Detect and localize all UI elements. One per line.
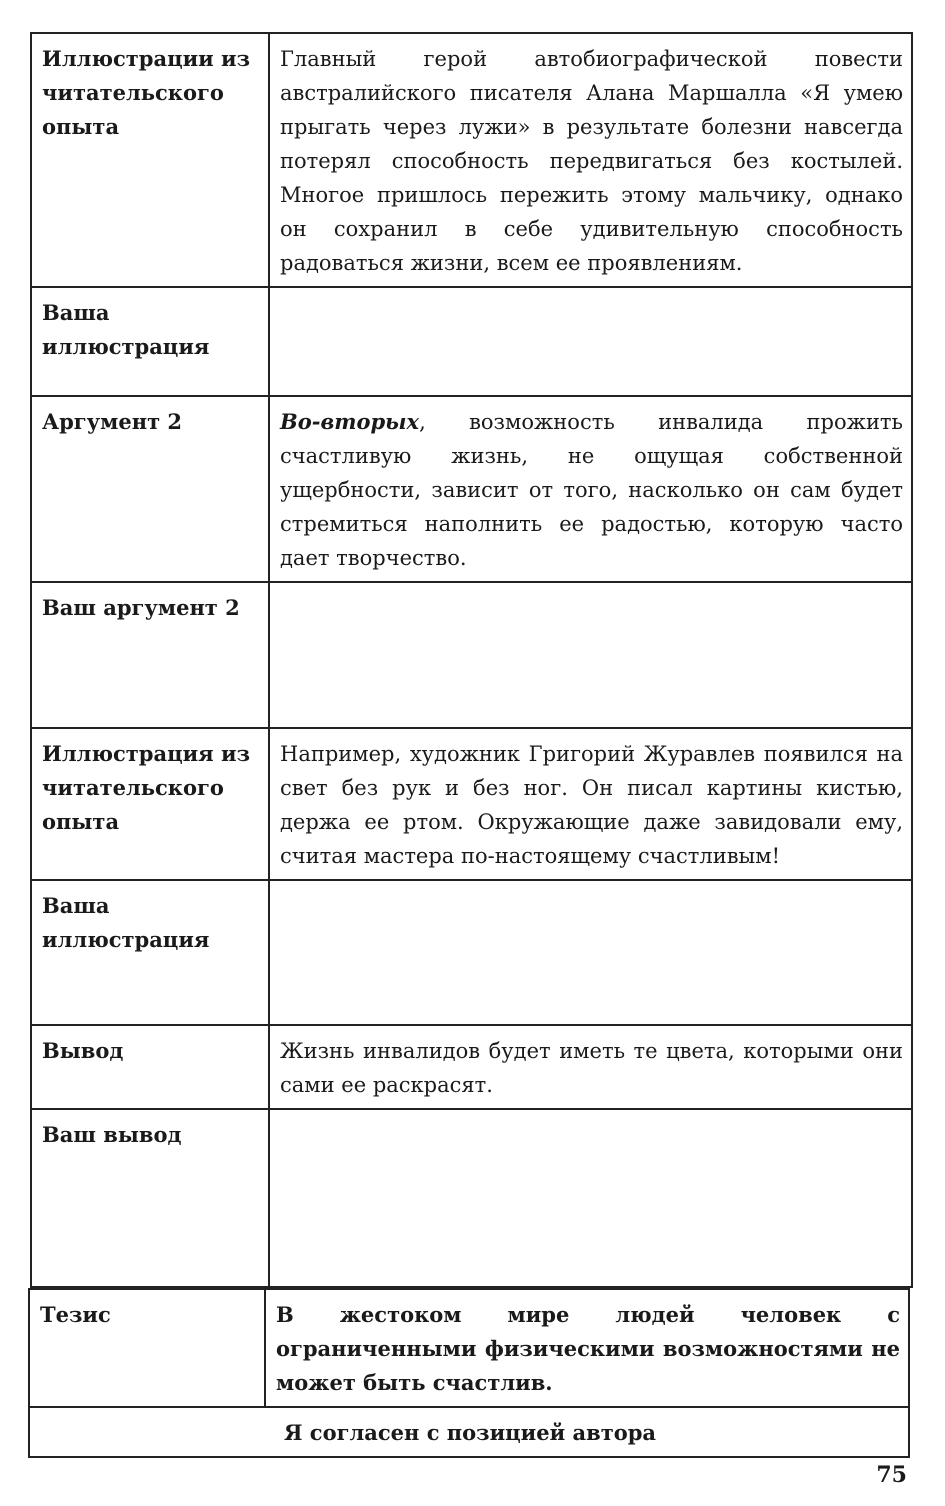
row-label: Аргумент 2 bbox=[31, 396, 269, 582]
row-label: Ваш вывод bbox=[31, 1109, 269, 1287]
table-row bbox=[29, 1289, 909, 1407]
table-row bbox=[31, 1109, 912, 1287]
row-label: Ваш аргумент 2 bbox=[31, 582, 269, 728]
table-row bbox=[29, 1407, 909, 1457]
row-text: Главный герой автобиографической повести австралийского писателя Алана Маршалла «Я умею прыгать через лужи» в результате болезни навсегда потерял способность передвигаться без костылей. Многое пришлось пережить этому мальчику, однако он сохранил в себе удивительную способность радоваться жизни, всем ее проявлениям. bbox=[269, 33, 912, 287]
table-row bbox=[31, 582, 912, 728]
row-text: Например, художник Григорий Журавлев появился на свет без рук и без ног. Он писал картины кистью, держа ее ртом. Окружающие даже завидовали ему, считая мастера по-настоящему счастливым! bbox=[269, 728, 912, 880]
answer-field[interactable] bbox=[269, 582, 912, 728]
row-label: Иллюстрация из читательского опыта bbox=[31, 728, 269, 880]
row-text-body: , возможность инвалида прожить счастливую жизнь, не ощущая собственной ущербности, зависит от того, насколько он сам будет стремиться наполнить ее радостью, которую часто дает творчество. bbox=[280, 410, 903, 570]
thesis-label: Тезис bbox=[29, 1289, 265, 1407]
table-row bbox=[31, 287, 912, 396]
page-number: 75 bbox=[876, 1462, 907, 1488]
table-row bbox=[31, 396, 912, 582]
row-label: Вывод bbox=[31, 1025, 269, 1109]
table-row bbox=[31, 33, 912, 287]
thesis-text: В жестоком мире людей человек с ограниченными физическими возможностями не может быть счастлив. bbox=[265, 1289, 909, 1407]
emphasis-text: Во-вторых bbox=[280, 409, 420, 434]
thesis-table bbox=[28, 1288, 910, 1458]
answer-field[interactable] bbox=[269, 880, 912, 1025]
row-label: Иллюстрации из читательского опыта bbox=[31, 33, 269, 287]
answer-field[interactable] bbox=[269, 287, 912, 396]
row-label: Ваша иллюстрация bbox=[31, 880, 269, 1025]
row-label: Ваша иллюстрация bbox=[31, 287, 269, 396]
argument-worksheet-table bbox=[30, 32, 913, 1288]
table-row bbox=[31, 880, 912, 1025]
table-row bbox=[31, 728, 912, 880]
table-row bbox=[31, 1025, 912, 1109]
row-text: Жизнь инвалидов будет иметь те цвета, которыми они сами ее раскрасят. bbox=[269, 1025, 912, 1109]
row-text bbox=[269, 396, 912, 582]
answer-field[interactable] bbox=[269, 1109, 912, 1287]
agree-line: Я согласен с позицией автора bbox=[29, 1407, 909, 1457]
